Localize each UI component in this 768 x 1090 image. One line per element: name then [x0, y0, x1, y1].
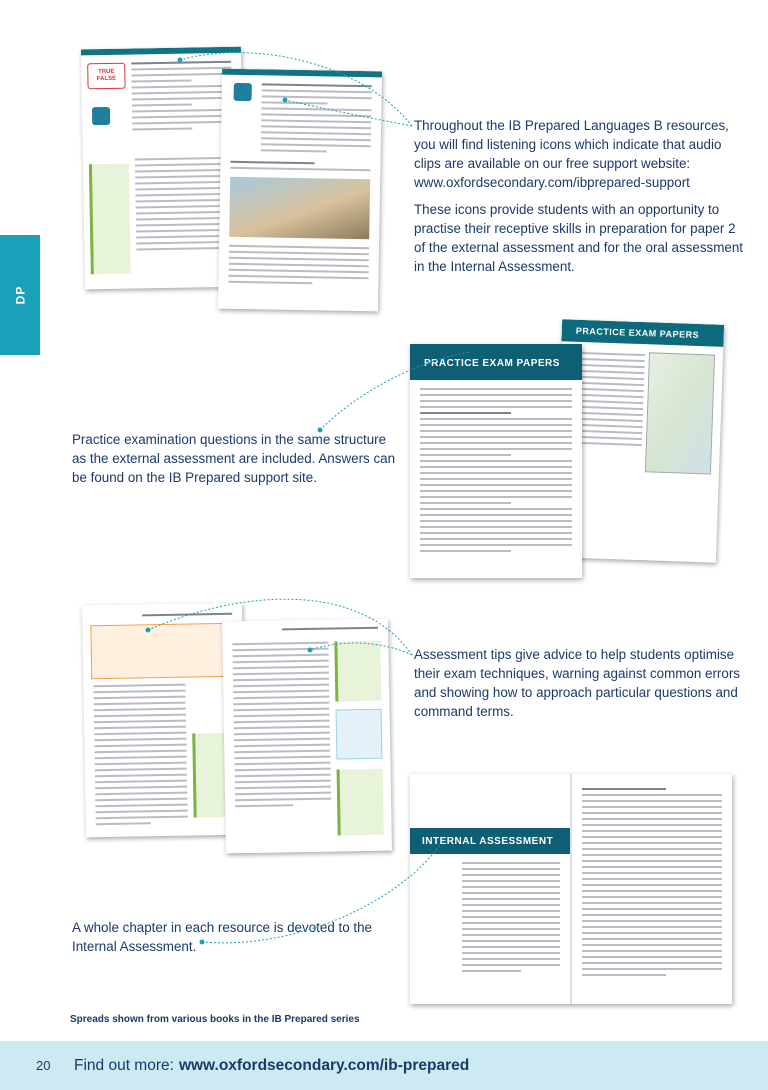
map-image	[645, 352, 715, 474]
spread4-gutter	[570, 774, 572, 1004]
spread3-tip-box-3	[337, 769, 384, 836]
exam-caption	[72, 430, 402, 495]
true-false-badge: TRUE FALSE	[87, 63, 125, 90]
spread3-question-box	[90, 623, 235, 680]
ia-caption	[72, 918, 402, 964]
headphones-icon	[92, 107, 110, 125]
tips-caption-text: Assessment tips give advice to help students optimise their exam techniques, warning against common errors and showing how to approach particular questions and command terms.	[414, 647, 740, 719]
spread1-right-page	[218, 69, 382, 312]
ia-caption-text: A whole chapter in each resource is devoted to the Internal Assessment.	[72, 920, 372, 954]
section-tab-dp	[0, 235, 40, 355]
footer-bar	[0, 1041, 768, 1090]
page-number: 20	[36, 1058, 51, 1073]
spread1-right-band	[222, 69, 382, 78]
spread1-left-band	[81, 47, 241, 56]
photo-image	[229, 177, 370, 239]
audio-caption-p2: These icons provide students with an opportunity to practise their receptive skills in preparation for paper 2 of the external assessment and for the oral assessment in the Internal Assessment.	[414, 202, 743, 274]
headphones-icon	[234, 83, 252, 101]
spread3-note-box	[336, 709, 383, 760]
audio-caption	[414, 116, 744, 284]
find-out-more-label: Find out more:	[74, 1056, 174, 1074]
spread2-front-page	[410, 344, 582, 578]
spread4-spread	[410, 774, 732, 1004]
spread1-tip-box	[89, 164, 131, 275]
exam-caption-text: Practice examination questions in the same structure as the external assessment are included. Answers can be found on the IB Prepared support site.	[72, 432, 396, 485]
section-tab-label: DP	[12, 285, 27, 305]
spread2-front-title: PRACTICE EXAM PAPERS	[424, 358, 560, 369]
spread4-title: INTERNAL ASSESSMENT	[422, 836, 554, 847]
audio-caption-p1: Throughout the IB Prepared Languages B resources, you will find listening icons which indicate that audio clips are available on our free support website: www.oxfordsecondary.com/ibprepared-support	[414, 118, 729, 190]
spreads-footnote: Spreads shown from various books in the IB Prepared series	[70, 1014, 360, 1025]
tips-caption	[414, 645, 744, 729]
spread3-right-page	[222, 619, 392, 854]
website-link[interactable]: www.oxfordsecondary.com/ib-prepared	[178, 1056, 470, 1074]
spread2-back-title: PRACTICE EXAM PAPERS	[575, 325, 700, 341]
spread3-tip-box-2	[334, 641, 381, 702]
